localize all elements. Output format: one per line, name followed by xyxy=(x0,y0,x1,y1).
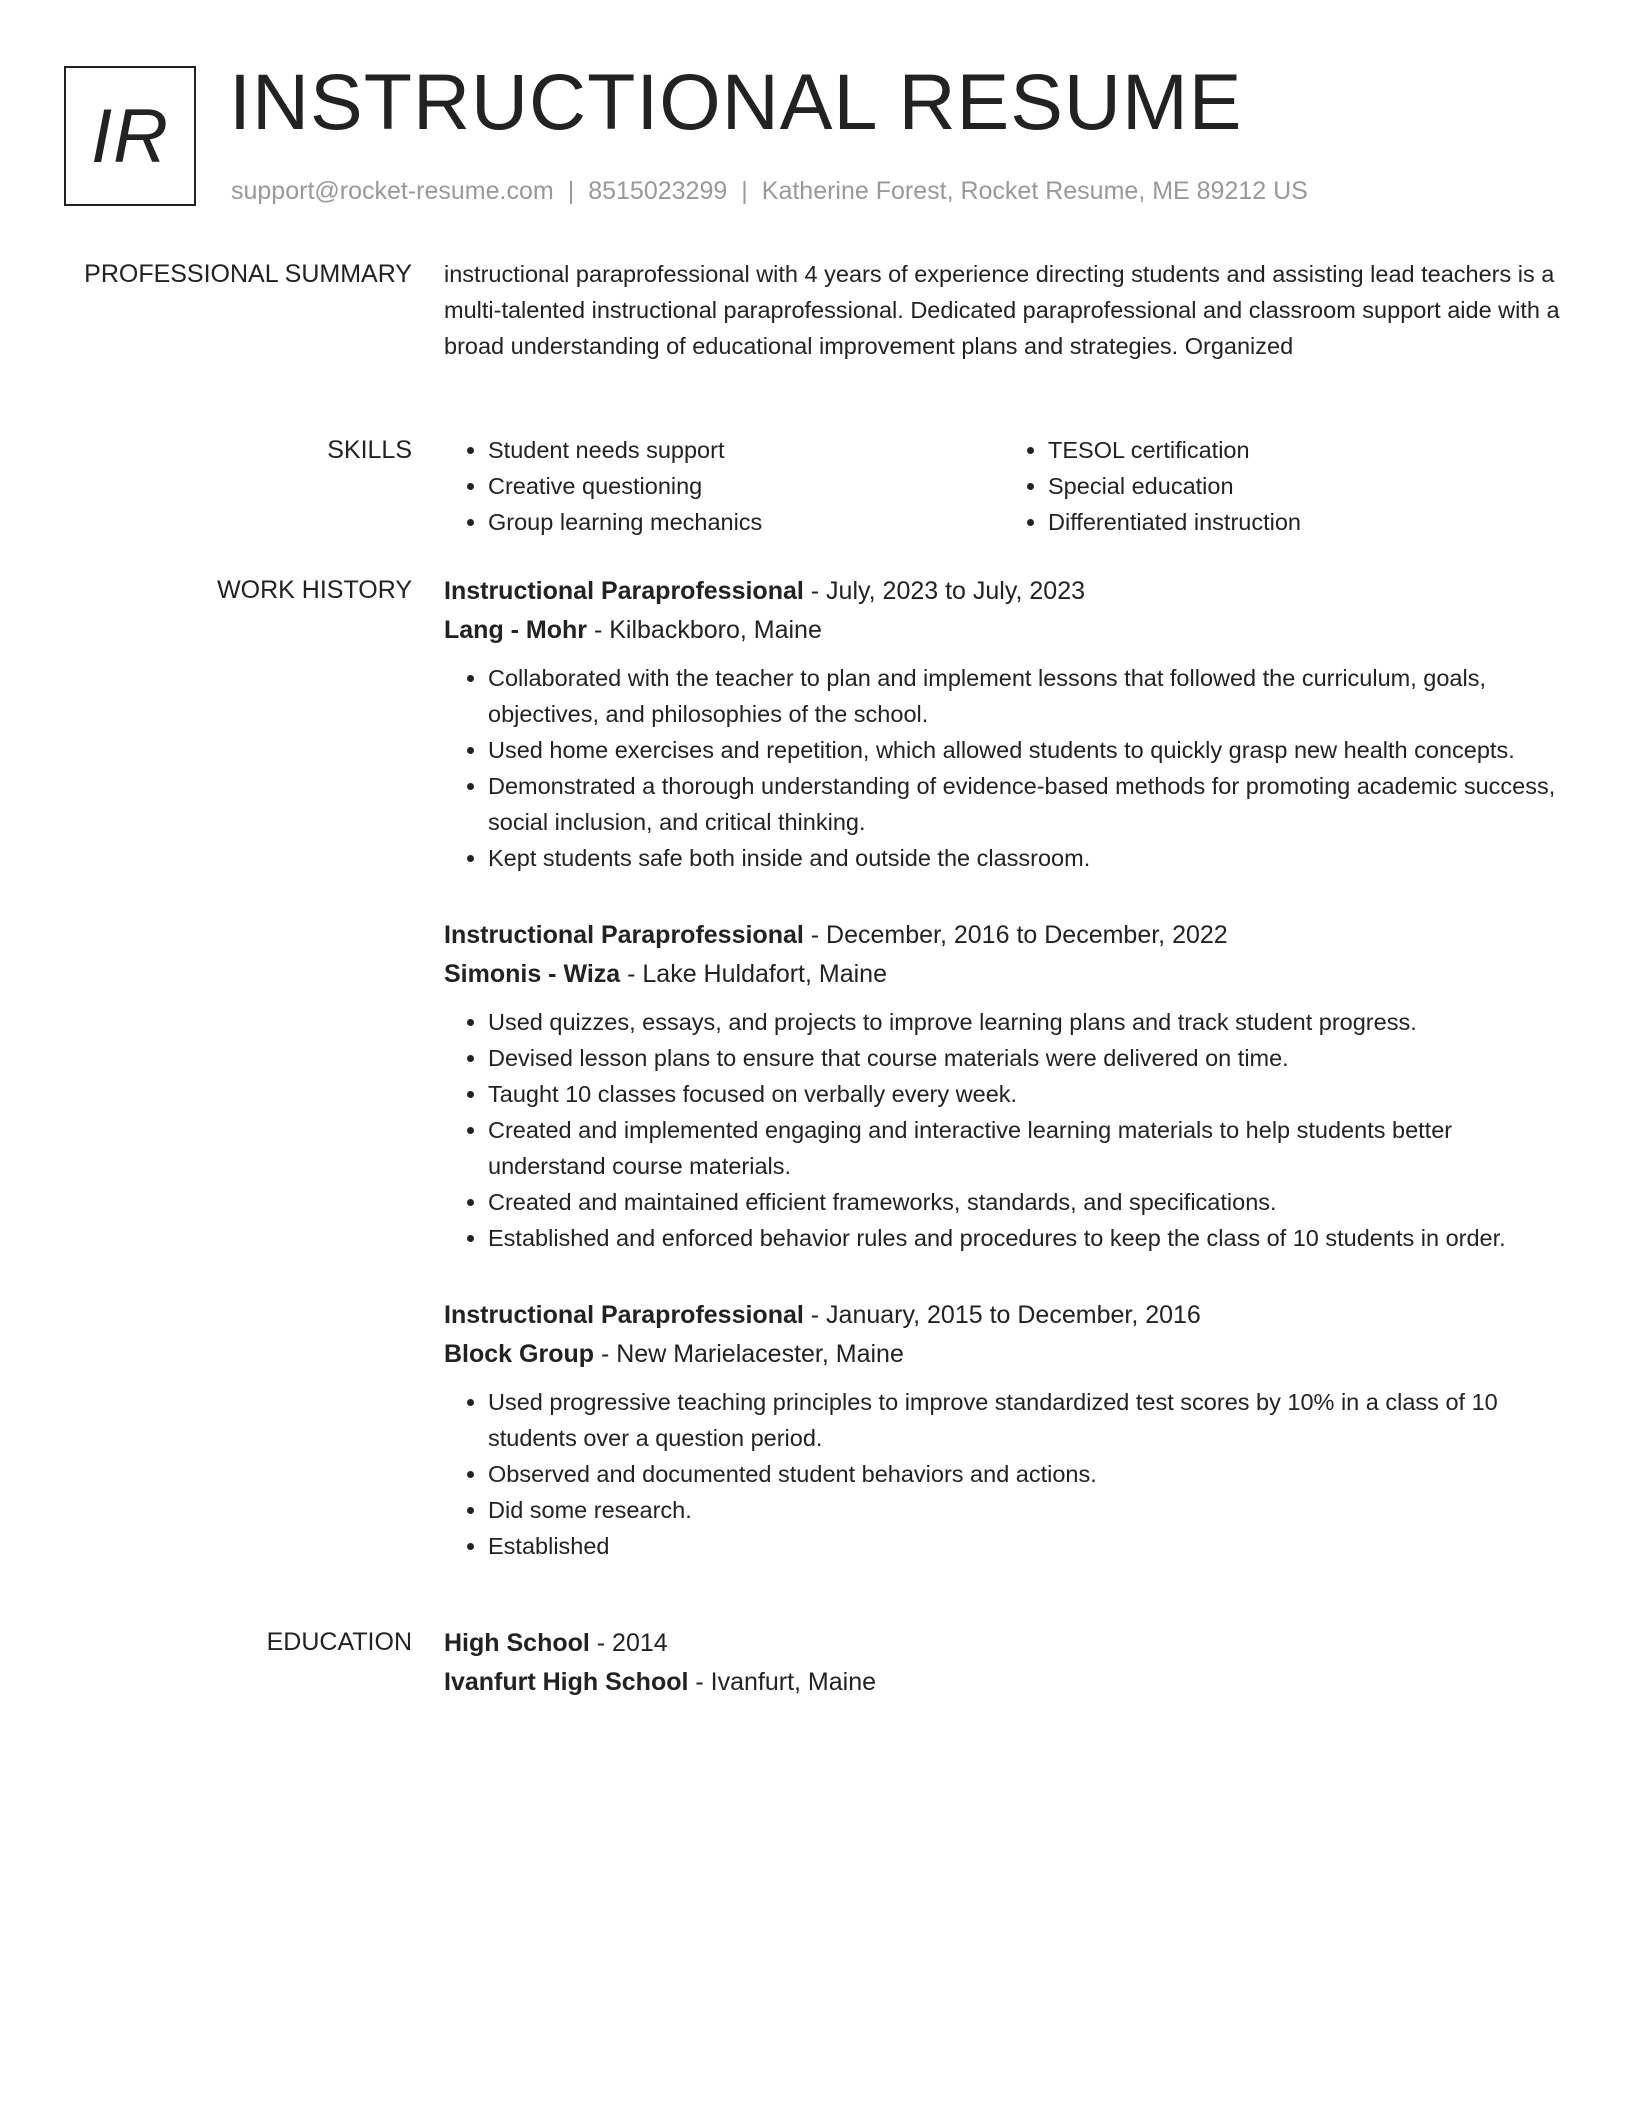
skills-column-right xyxy=(1004,432,1564,540)
summary-text: instructional paraprofessional with 4 years of experience directing students and assisting lead teachers is a multi-talented instructional paraprofessional. Dedicated paraprofessional and classroom support aide with a broad understanding of educational improvement plans and strategies. Organized xyxy=(444,261,1560,359)
job-bullets xyxy=(444,1384,1564,1564)
job-bullet: • Did some research. xyxy=(488,1492,1564,1528)
section-heading-summary: PROFESSIONAL SUMMARY xyxy=(84,260,412,288)
monogram-box xyxy=(64,66,196,206)
job-bullet: • Used home exercises and repetition, which allowed students to quickly grasp new health concepts. xyxy=(488,732,1564,768)
education-school: Ivanfurt High School xyxy=(444,1668,689,1696)
skills-grid xyxy=(444,432,1564,540)
job-bullet: • Demonstrated a thorough understanding of evidence-based methods for promoting academic success, social inclusion, and critical thinking. xyxy=(488,768,1564,840)
education-body xyxy=(444,1624,1564,1702)
skill-item: • Group learning mechanics xyxy=(488,504,1004,540)
job-bullet: • Created and maintained efficient frameworks, standards, and specifications. xyxy=(488,1184,1564,1220)
job-bullet: • Observed and documented student behaviors and actions. xyxy=(488,1456,1564,1492)
job-title: Instructional Paraprofessional xyxy=(444,1301,804,1329)
monogram-initials: IR xyxy=(91,93,169,179)
education-degree: High School xyxy=(444,1629,590,1657)
job-bullets xyxy=(444,1004,1564,1256)
contact-address: Katherine Forest, Rocket Resume, ME 89212 US xyxy=(761,177,1308,205)
job-location: - New Marielacester, Maine xyxy=(594,1340,904,1368)
job-bullet: • Devised lesson plans to ensure that course materials were delivered on time. xyxy=(488,1040,1564,1076)
skill-item: • Student needs support xyxy=(488,432,1004,468)
job-dates: - December, 2016 to December, 2022 xyxy=(803,921,1228,949)
skills-column-left xyxy=(444,432,1004,540)
job-bullets xyxy=(444,660,1564,876)
contact-phone: 8515023299 xyxy=(588,177,728,205)
job-company-line xyxy=(444,955,1564,994)
contact-separator: | xyxy=(567,177,575,205)
job-company: Block Group xyxy=(444,1340,595,1368)
job-bullet: • Kept students safe both inside and outside the classroom. xyxy=(488,840,1564,876)
job-bullet: • Established and enforced behavior rules and procedures to keep the class of 10 students in order. xyxy=(488,1220,1564,1256)
skill-item: • Creative questioning xyxy=(488,468,1004,504)
education-degree-line xyxy=(444,1624,1564,1663)
skill-item: • Special education xyxy=(1048,468,1564,504)
job-title: Instructional Paraprofessional xyxy=(444,921,804,949)
job-location: - Lake Huldafort, Maine xyxy=(620,960,887,988)
job-title-line xyxy=(444,572,1564,611)
job-company: Lang - Mohr xyxy=(444,616,588,644)
section-heading-skills: SKILLS xyxy=(327,436,412,464)
contact-line xyxy=(231,174,1308,208)
resume-title: INSTRUCTIONAL RESUME xyxy=(229,57,1243,146)
job-company-line xyxy=(444,611,1564,650)
job-bullet: • Used progressive teaching principles to improve standardized test scores by 10% in a class of 10 students over a question period. xyxy=(488,1384,1564,1456)
job-dates: - July, 2023 to July, 2023 xyxy=(803,577,1086,605)
job-entry xyxy=(444,572,1564,876)
job-bullet: • Established xyxy=(488,1528,1564,1564)
job-title: Instructional Paraprofessional xyxy=(444,577,804,605)
education-school-line xyxy=(444,1663,1564,1702)
job-bullet: • Taught 10 classes focused on verbally every week. xyxy=(488,1076,1564,1112)
contact-separator: | xyxy=(741,177,748,205)
job-dates: - January, 2015 to December, 2016 xyxy=(803,1301,1201,1329)
contact-email: support@rocket-resume.com xyxy=(231,177,554,205)
job-company-line xyxy=(444,1335,1564,1374)
education-year: - 2014 xyxy=(589,1629,668,1657)
job-bullet: • Used quizzes, essays, and projects to improve learning plans and track student progress. xyxy=(488,1004,1564,1040)
skill-item: • Differentiated instruction xyxy=(1048,504,1564,540)
section-heading-work-history: WORK HISTORY xyxy=(217,576,412,604)
work-history-body xyxy=(444,572,1564,1564)
summary-body xyxy=(444,256,1564,364)
job-bullet: • Created and implemented engaging and interactive learning materials to help students better understand course materials. xyxy=(488,1112,1564,1184)
job-location: - Kilbackboro, Maine xyxy=(587,616,822,644)
education-location: - Ivanfurt, Maine xyxy=(688,1668,877,1696)
job-title-line xyxy=(444,916,1564,955)
section-heading-education: EDUCATION xyxy=(266,1628,412,1656)
job-company: Simonis - Wiza xyxy=(444,960,621,988)
job-bullet: • Collaborated with the teacher to plan and implement lessons that followed the curriculum, goals, objectives, and philosophies of the school. xyxy=(488,660,1564,732)
job-title-line xyxy=(444,1296,1564,1335)
skill-item: • TESOL certification xyxy=(1048,432,1564,468)
job-entry xyxy=(444,1296,1564,1564)
job-entry xyxy=(444,916,1564,1256)
